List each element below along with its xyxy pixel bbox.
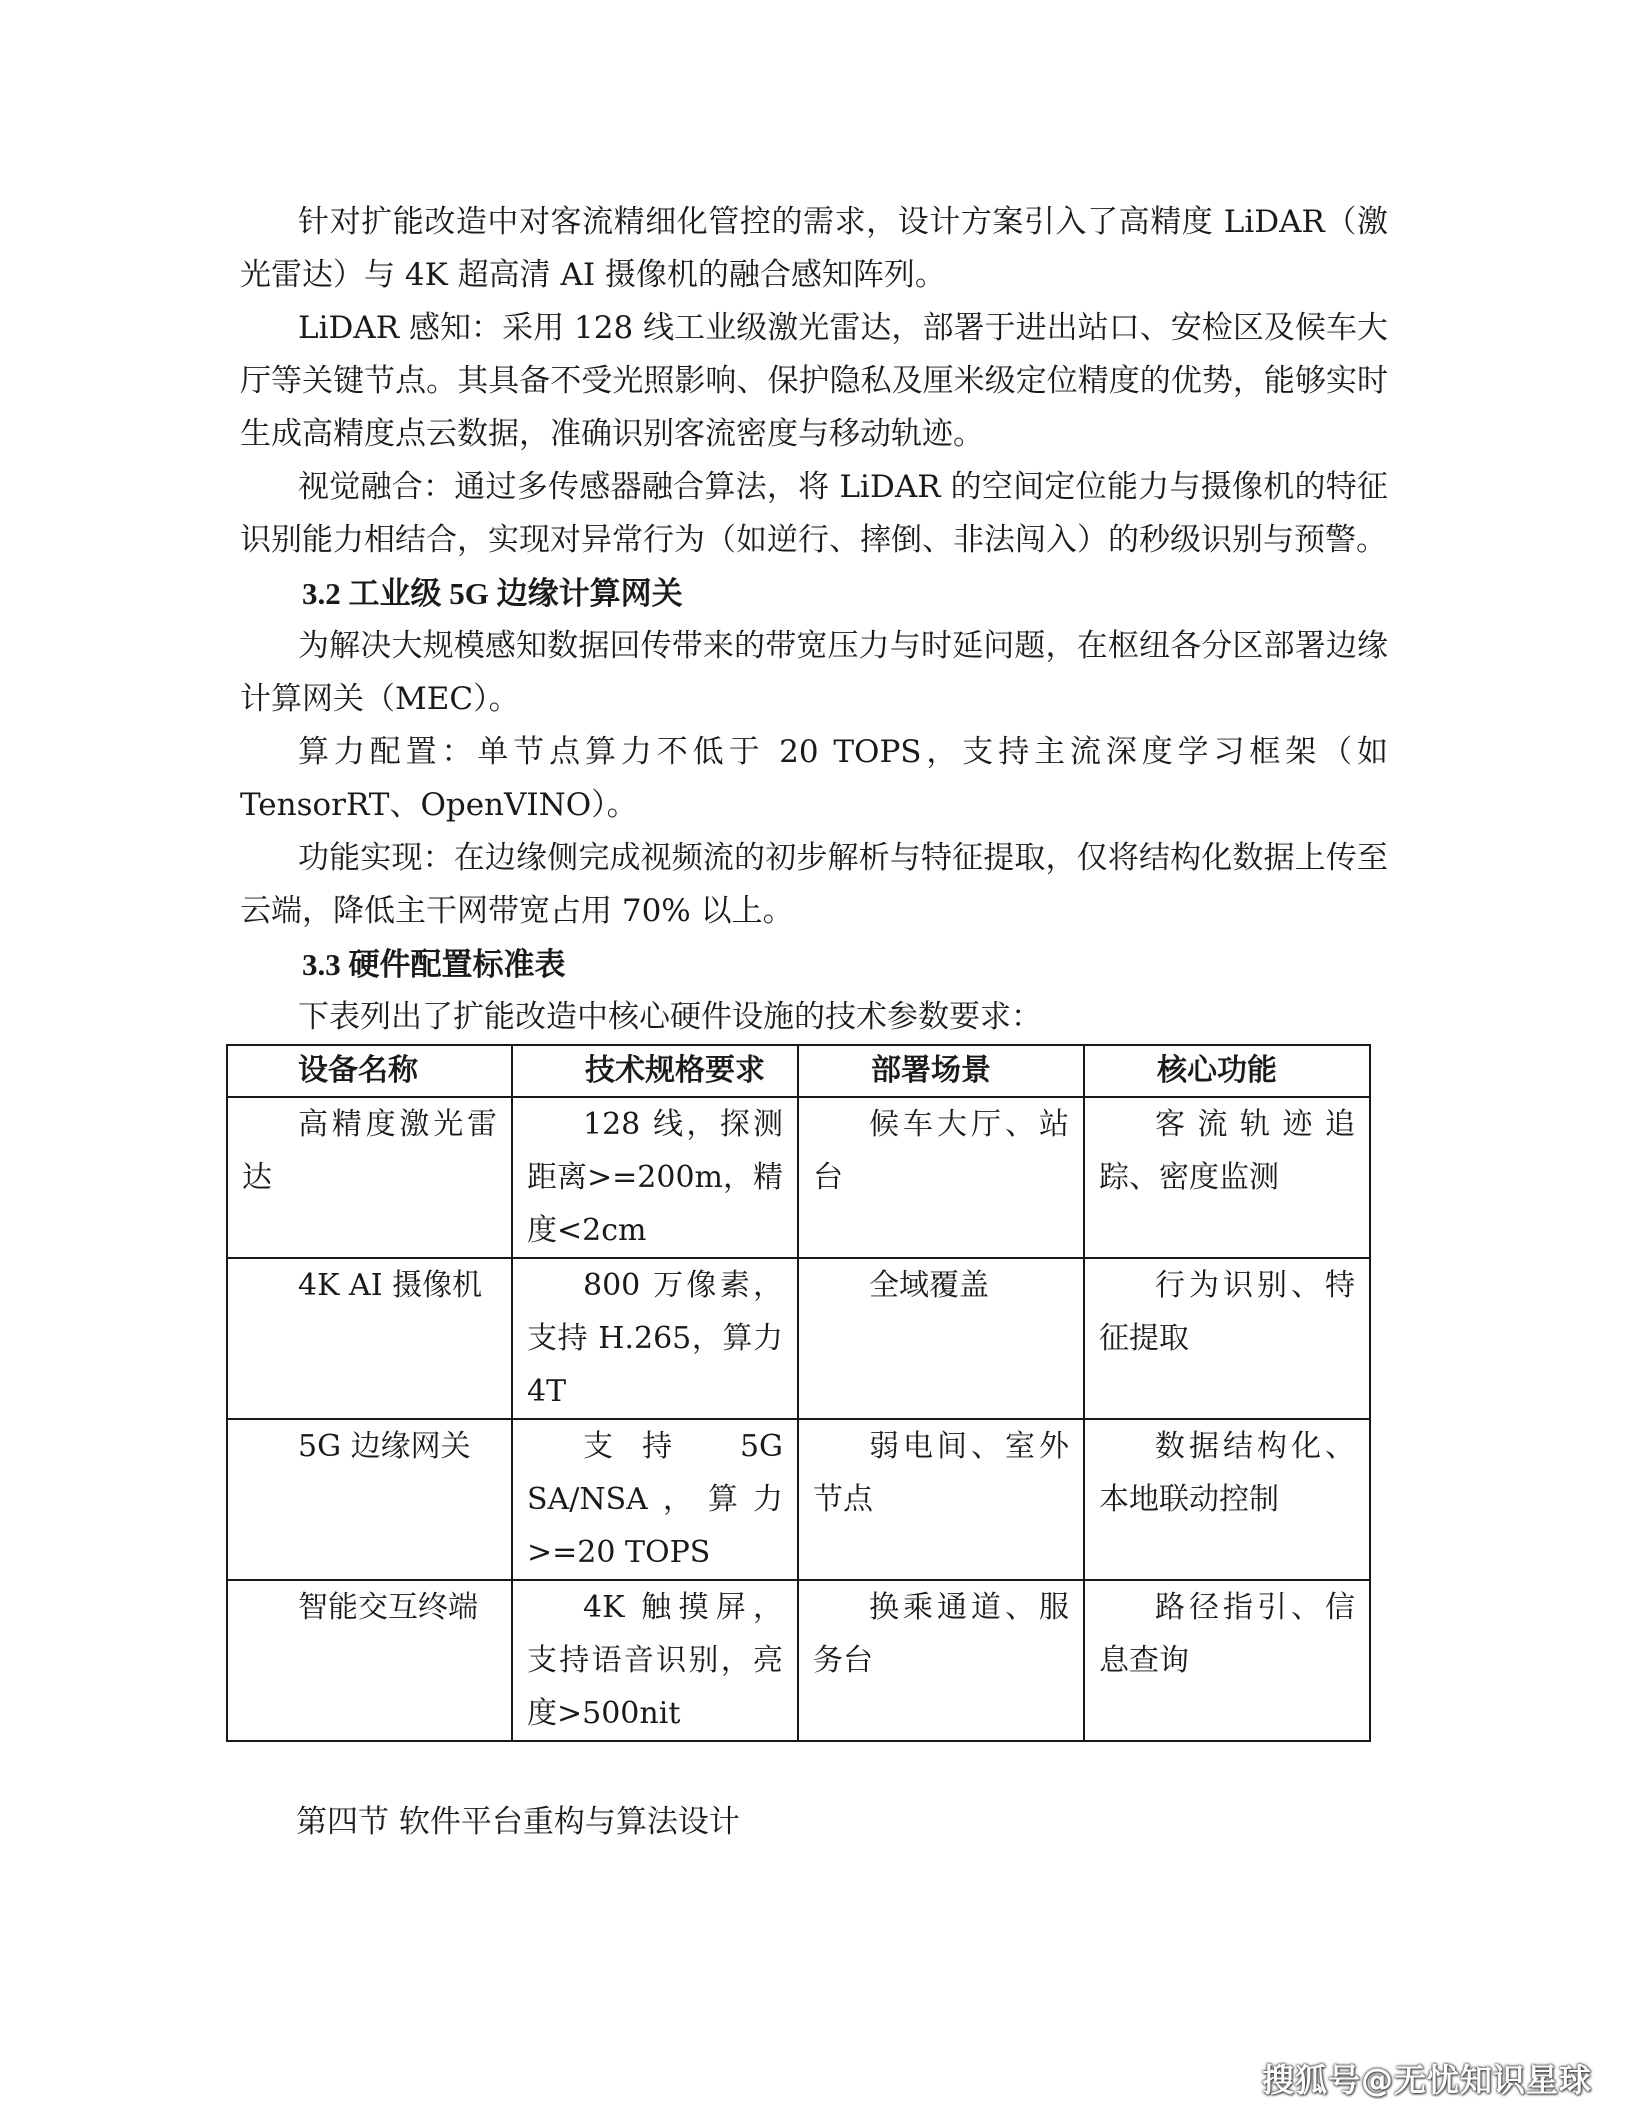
cell-function: 路径指引、信息查询 (1084, 1580, 1370, 1741)
spacer (240, 1742, 1388, 1796)
paragraph-compute-config: 算力配置：单节点算力不低于 20 TOPS，支持主流深度学习框架（如 TensorRT、OpenVINO）。 (240, 734, 1388, 823)
section-4-heading: 第四节 软件平台重构与算法设计 (296, 1804, 740, 1840)
paragraph-function: 功能实现：在边缘侧完成视频流的初步解析与特征提取，仅将结构化数据上传至云端，降低主干网带宽占用 70% 以上。 (240, 840, 1388, 929)
paragraph-vision-fusion: 视觉融合：通过多传感器融合算法，将 LiDAR 的空间定位能力与摄像机的特征识别能力相结合，实现对异常行为（如逆行、摔倒、非法闯入）的秒级识别与预警。 (240, 469, 1388, 558)
table-row (227, 1258, 1370, 1419)
cell-device: 5G 边缘网关 (227, 1419, 512, 1580)
cell-spec: 128 线，探测距离>=200m，精度<2cm (512, 1097, 798, 1258)
header-function: 核心功能 (1084, 1045, 1370, 1097)
cell-device: 智能交互终端 (227, 1580, 512, 1741)
table-row (227, 1419, 1370, 1580)
table-intro: 下表列出了扩能改造中核心硬件设施的技术参数要求： (298, 999, 1042, 1035)
section-3-2-heading: 3.2 工业级 5G 边缘计算网关 (302, 576, 683, 611)
watermark: 搜狐号@无忧知识星球 (1261, 2061, 1592, 2099)
cell-scene: 全域覆盖 (798, 1258, 1084, 1419)
cell-function: 数据结构化、本地联动控制 (1084, 1419, 1370, 1580)
document-body (240, 196, 1388, 1849)
section-3-3-heading: 3.3 硬件配置标准表 (302, 947, 566, 982)
hardware-config-table (226, 1044, 1371, 1742)
cell-scene: 候车大厅、站台 (798, 1097, 1084, 1258)
header-spec: 技术规格要求 (512, 1045, 798, 1097)
table-row (227, 1580, 1370, 1741)
cell-function: 客流轨迹追踪、密度监测 (1084, 1097, 1370, 1258)
table-row (227, 1097, 1370, 1258)
paragraph-lidar: LiDAR 感知：采用 128 线工业级激光雷达，部署于进出站口、安检区及候车大厅等关键节点。其具备不受光照影响、保护隐私及厘米级定位精度的优势，能够实时生成高精度点云数据，准确识别客流密度与移动轨迹。 (240, 310, 1388, 452)
header-scene: 部署场景 (798, 1045, 1084, 1097)
cell-spec: 800 万像素，支持 H.265，算力 4T (512, 1258, 798, 1419)
paragraph-mec: 为解决大规模感知数据回传带来的带宽压力与时延问题，在枢纽各分区部署边缘计算网关（MEC）。 (240, 628, 1388, 717)
cell-scene: 弱电间、室外节点 (798, 1419, 1084, 1580)
cell-device: 高精度激光雷达 (227, 1097, 512, 1258)
table-header-row (227, 1045, 1370, 1097)
cell-function: 行为识别、特征提取 (1084, 1258, 1370, 1419)
header-device-name: 设备名称 (227, 1045, 512, 1097)
cell-device: 4K AI 摄像机 (227, 1258, 512, 1419)
paragraph-intro: 针对扩能改造中对客流精细化管控的需求，设计方案引入了高精度 LiDAR（激光雷达）与 4K 超高清 AI 摄像机的融合感知阵列。 (240, 204, 1388, 293)
cell-spec: 4K 触摸屏，支持语音识别，亮度>500nit (512, 1580, 798, 1741)
cell-spec: 支持 5G SA/NSA，算力>=20 TOPS (512, 1419, 798, 1580)
cell-scene: 换乘通道、服务台 (798, 1580, 1084, 1741)
